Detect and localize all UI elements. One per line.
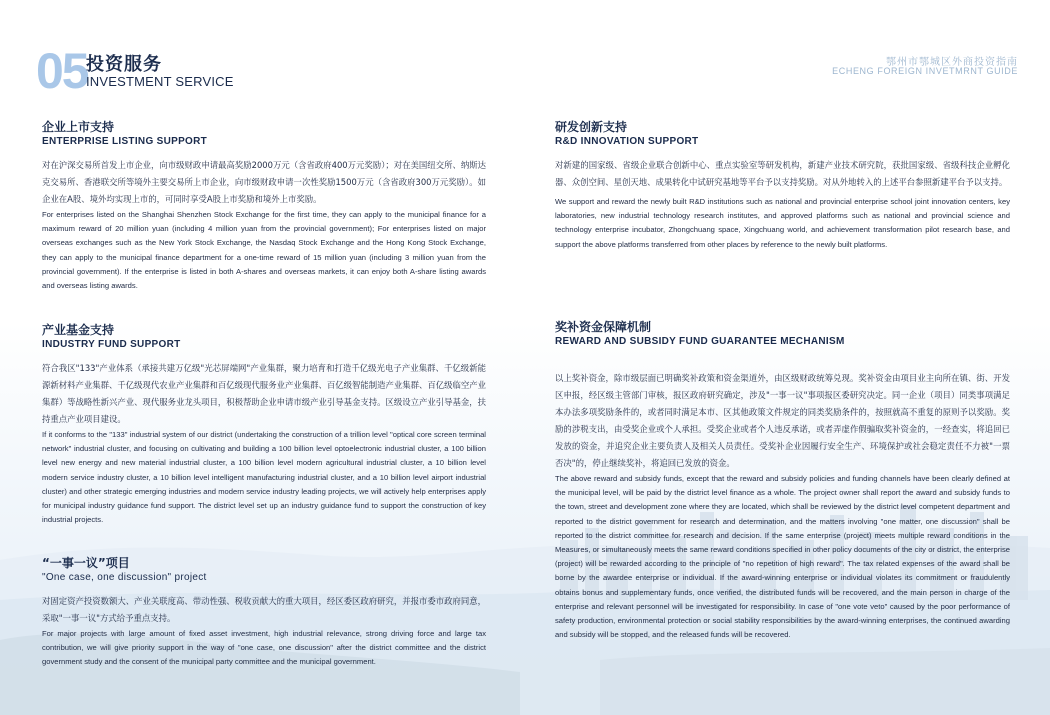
section-title-en: REWARD AND SUBSIDY FUND GUARANTEE MECHANISM [555,336,845,347]
section-body-cn: 对固定资产投资数额大、产业关联度高、带动性强、税收贡献大的重大项目，经区委区政府研究，并报市委市政府同意，采取"一事一议"方式给予重点支持。 [42,596,486,623]
section-title-cn: 奖补资金保障机制 [555,320,652,334]
section-title-en: ENTERPRISE LISTING SUPPORT [42,136,208,147]
section-title-cn: 产业基金支持 [42,323,115,337]
section-body-en: We support and reward the newly built R&D institutions such as national and provincial enterprise school joint innovation centers, key laboratories, new industrial technology research institutes, and approved platforms such as national and provincial science and technology enterprise incubator, Zhongchuang space, Xingchuang world, and achievement transformation pilot research base, and support the above platforms transferred from other places by reference to the newly built platforms. [555,197,1010,249]
section-body-en: For major projects with large amount of fixed asset investment, high industrial relevance, strong driving force and large tax contribution, we will give priority support in the way of "one case, one discussion" after the district committee and the district government study and the consent of the municipal party committee and the municipal government. [42,629,486,667]
section-title-cn: 企业上市支持 [42,120,115,134]
section-body-en: The above reward and subsidy funds, except that the reward and subsidy policies and funding channels have been clearly defined at the municipal level, will be paid by the district level finance as a whole. The project owner shall report the award and subsidy funds to the town, street and development zone where they are located, which shall be reviewed by the district level competent department and reported to the district government for research and determination, and the matters involving "one matter, one discussion" shall be reported to the district committee for research and decision. If the same enterprise (project) meets multiple reward conditions in the Measures, or simultaneously meets the same reward conditions specified in other policy documents of the city or district, the enterprise (project) will be rewarded according to the principle of "no repetition of high reward". The tax related expenses of the award shall be borne by the awardee enterprise or individual. If the award-winning enterprise or individual violates its commitment or fraudulently obtains bonus and supplementary funds, once verified, the distributed funds will be recovered, and the main person in charge of the enterprise and relevant personnel will be investigated for responsibility. In case of "one vote veto" caused by the poor performance of safety production, environmental protection or social stability responsibilities by the award-winning enterprises, the continued awarding and subsidy will be stopped, and the released funds will be recovered. [555,474,1010,640]
section-body-en: For enterprises listed on the Shanghai Shenzhen Stock Exchange for the first time, they can apply to the municipal finance for a maximum reward of 20 million yuan (including 4 million yuan from the provincial government); For enterprises listed on major overseas exchanges such as the New York Stock Exchange, the Nasdaq Stock Exchange and the Hong Kong Stock Exchange, they can apply to the municipal finance department for a one-time reward of 15 million yuan (including 3 million yuan from the provincial government). If the enterprise is listed in both A-shares and overseas markets, it can enjoy both A-share listing awards and overseas listing awards. [42,210,486,291]
section-enterprise-listing [42,120,486,293]
section-rd-innovation [555,120,1010,252]
section-body-en: If it conforms to the "133" industrial system of our district (undertaking the construction of a trillion level "optical core screen terminal network" industrial cluster, and focusing on cultivating and building a 100 billion level optoelectronic industrial cluster, a 100 billion level new energy and new material industrial cluster, a 100 billion level modern agricultural industrial cluster, a 10 billion level modern service industry cluster, a 10 billion level intelligent manufacturing industrial cluster, and a 10 billion level airport industrial cluster) and other strategic emerging industries and modern service industry leading projects, we will actively help enterprises apply for municipal industry guidance fund support. The district level set up an industry guidance fund to support the construction of key industrial projects. [42,430,486,525]
section-body-cn: 以上奖补资金，除市级层面已明确奖补政策和资金渠道外，由区级财政统筹兑现。奖补资金由项目业主向所在镇、街、开发区申报，经区级主管部门审核，报区政府研究确定，涉及"一事一议"事项报区委研究决定。同一企业（项目）同类事项满足本办法多项奖励条件的，或者同时满足本市、区其他政策文件规定的同类奖励条件的，按照就高不重复的原则予以奖励。奖励的涉税支出，由受奖企业或个人承担。受奖企业或者个人违反承诺，或者弄虚作假骗取奖补资金的，一经查实，将追回已发放的资金，并追究企业主要负责人及相关人员责任。受奖补企业因履行安全生产、环境保护或社会稳定责任不力被"一票否决"的，停止继续奖补，将追回已发放的资金。 [555,373,1010,468]
section-reward-subsidy [555,320,1010,642]
section-title-en: INDUSTRY FUND SUPPORT [42,339,181,350]
section-title-cn: 研发创新支持 [555,120,628,134]
section-title-cn: “一事一议”项目 [42,556,130,570]
section-body-cn: 对在沪深交易所首发上市企业，向市级财政申请最高奖励2000万元（含省政府400万元奖励）；对在美国纽交所、纳斯达克交易所、香港联交所等境外主要交易所上市企业，向市级财政申请一次性奖励1500万元（含省政府300万元奖励）。如企业在A股、境外均实现上市的，可同时享受A股上市奖励和境外上市奖励。 [42,160,486,204]
section-title-en: R&D INNOVATION SUPPORT [555,136,699,147]
page-title-en: INVESTMENT SERVICE [86,74,234,89]
section-industry-fund [42,323,486,527]
section-one-case-project [42,556,486,670]
page-title-cn: 投资服务 [86,54,162,75]
guide-title-en: ECHENG FOREIGN INVETMRNT GUIDE [832,66,1018,76]
section-body-cn: 对新建的国家级、省级企业联合创新中心、重点实验室等研发机构，新建产业技术研究院，获批国家级、省级科技企业孵化器、众创空间、星创天地、成果转化中试研究基地等平台予以支持奖励。对从外地转入的上述平台参照新建平台予以支持。 [555,160,1010,187]
guide-title-cn: 鄂州市鄂城区外商投资指南 [886,57,1018,68]
section-body-cn: 符合我区"133"产业体系（承接共建万亿级"光芯屏端网"产业集群，聚力培育和打造千亿级光电子产业集群、千亿级新能源新材料产业集群、千亿级现代农业产业集群和百亿级现代服务业产业集群、百亿级智能制造产业集群、百亿级临空产业集群）等战略性新兴产业、现代服务业龙头项目，积极帮助企业申请市级产业引导基金支持。区级设立产业引导基金，扶持重点产业项目建设。 [42,363,486,424]
chapter-number: 05 [36,43,88,99]
section-title-en: "One case, one discussion" project [42,572,207,583]
